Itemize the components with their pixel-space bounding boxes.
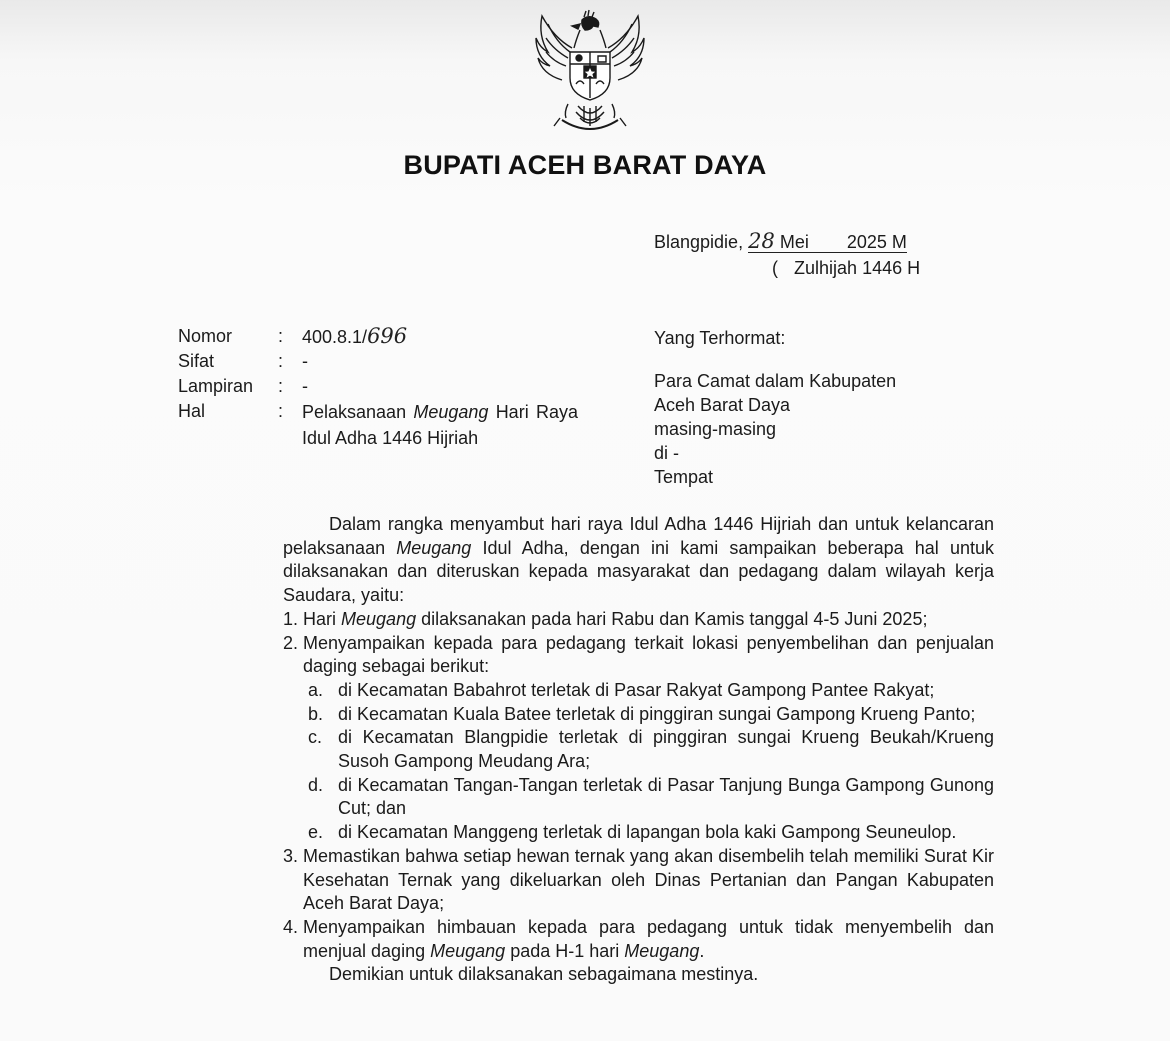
item1-text-a: Hari: [303, 608, 337, 629]
item4-end: .: [699, 940, 705, 961]
addressee-line-1: Para Camat dalam Kabupaten: [654, 371, 897, 391]
list-item: [283, 608, 994, 632]
item-number: 2.: [283, 632, 299, 653]
sub-letter: a.: [308, 679, 324, 700]
item-number: 4.: [283, 916, 299, 937]
garuda-pancasila-emblem-icon: [520, 8, 660, 148]
sub-text: di Kecamatan Blangpidie terletak di pinggiran sungai Krueng Beukah/Krueng Susoh Gampong Meudang Ara;: [338, 727, 994, 772]
item1-text-b: dilaksanakan pada hari Rabu dan Kamis tanggal 4-5 Juni 2025;: [421, 608, 928, 629]
sub-letter: e.: [308, 822, 324, 843]
date-place: Blangpidie,: [654, 232, 744, 252]
date-line: [654, 229, 907, 254]
closing-sentence: Demikian untuk dilaksanakan sebagaimana mestinya.: [329, 964, 759, 985]
nomor-printed: 400.8.1/: [302, 327, 368, 347]
sub-text: di Kecamatan Tangan-Tangan terletak di Pasar Tanjung Bunga Gampong Gunong Cut; dan: [338, 774, 994, 819]
item2-text: Menyampaikan kepada para pedagang terkait lokasi penyembelihan dan penjualan daging sebagai berikut:: [303, 632, 994, 677]
hal-suffix: Hari Raya Idul Adha 1446 Hijriah: [302, 402, 578, 448]
lampiran-label: Lampiran: [178, 376, 254, 396]
item-number: 1.: [283, 608, 299, 629]
item4-text-a: Menyampaikan himbauan kepada para pedagang untuk tidak menyembelih dan menjual daging: [303, 916, 994, 961]
sublist-item: [283, 679, 994, 703]
item1-italic: Meugang: [341, 608, 417, 629]
item4-italic-1: Meugang: [430, 940, 506, 961]
list-item: [283, 916, 994, 963]
hijri-date: Zulhijah 1446 H: [794, 258, 921, 278]
lampiran-value: -: [302, 376, 308, 396]
nomor-value: [302, 324, 407, 350]
hal-colon: :: [278, 401, 284, 421]
sub-letter: b.: [308, 703, 324, 724]
sublist-item: [283, 774, 994, 821]
hal-value: [302, 399, 578, 451]
sublist-item: [283, 821, 994, 845]
date-day-handwritten: 28: [748, 229, 775, 253]
date-month: Mei: [779, 232, 809, 252]
sifat-label: Sifat: [178, 351, 215, 371]
list-item: [283, 632, 994, 679]
sub-text: di Kecamatan Babahrot terletak di Pasar Rakyat Gampong Pantee Rakyat;: [338, 679, 935, 700]
sub-text: di Kecamatan Manggeng terletak di lapangan bola kaki Gampong Seuneulop.: [338, 822, 957, 843]
addressee-line-5: Tempat: [654, 467, 714, 487]
item4-text-b: pada H-1 hari: [510, 940, 620, 961]
nomor-colon: :: [278, 326, 284, 346]
instruction-list: [283, 608, 994, 679]
date-year: 2025 M: [846, 232, 907, 252]
sub-text: di Kecamatan Kuala Batee terletak di pinggiran sungai Gampong Krueng Panto;: [338, 703, 976, 724]
sublist-item: [283, 703, 994, 727]
addressee-line-2: Aceh Barat Daya: [654, 395, 791, 415]
date-underline: [748, 229, 907, 253]
sifat-value: -: [302, 351, 308, 371]
hijri-date-line: [772, 256, 920, 280]
sublist-item: [283, 726, 994, 773]
location-sublist: [283, 679, 994, 845]
item-number: 3.: [283, 845, 299, 866]
lampiran-colon: :: [278, 376, 284, 396]
intro-italic: Meugang: [396, 537, 472, 558]
hal-italic: Meugang: [413, 402, 489, 422]
item4-italic-2: Meugang: [624, 940, 700, 961]
list-item: [283, 845, 994, 916]
addressee-salutation: Yang Terhormat:: [654, 328, 786, 348]
intro-text-a: Dalam rangka menyambut hari raya Idul Adha 1446 Hijriah dan untuk kelancaran pelaksanaan: [283, 514, 994, 558]
sifat-colon: :: [278, 351, 284, 371]
addressee-line-4: di -: [654, 443, 680, 463]
intro-text-b: Idul Adha, dengan ini kami sampaikan beberapa hal untuk dilaksanakan dan diteruskan kepada masyarakat dan pedagang dalam wilayah kerja Saudara, yaitu:: [283, 537, 994, 606]
hal-label: Hal: [178, 401, 206, 421]
addressee-line-3: masing-masing: [654, 419, 777, 439]
sub-letter: d.: [308, 774, 324, 795]
hijri-mark: (: [772, 258, 778, 278]
letter-body: [283, 513, 994, 987]
intro-paragraph: [283, 513, 994, 608]
sub-letter: c.: [308, 727, 323, 748]
nomor-label: Nomor: [178, 326, 233, 346]
item3-text: Memastikan bahwa setiap hewan ternak yang akan disembelih telah memiliki Surat Kir Kesehatan Ternak yang dikeluarkan oleh Dinas Pertanian dan Pangan Kabupaten Aceh Barat Daya;: [303, 845, 994, 914]
letterhead-title: BUPATI ACEH BARAT DAYA: [403, 150, 767, 180]
hal-prefix: Pelaksanaan: [302, 402, 407, 422]
nomor-handwritten: 696: [367, 324, 408, 348]
instruction-list-continued: [283, 845, 994, 964]
addressee-block: [654, 326, 896, 489]
